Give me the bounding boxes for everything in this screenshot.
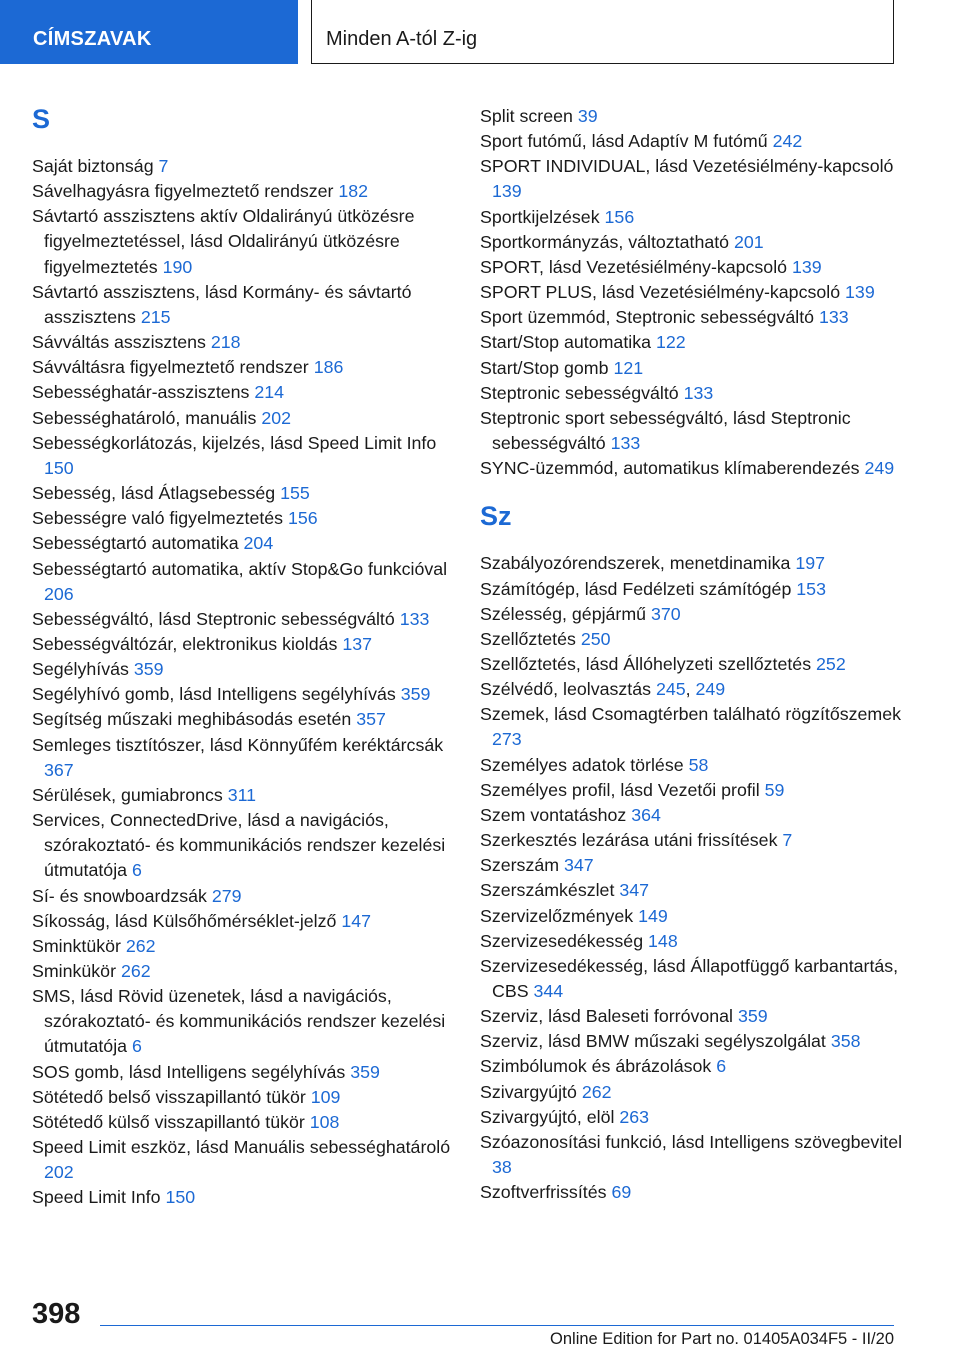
index-entry (32, 984, 462, 1059)
page-reference-link[interactable]: 109 (310, 1086, 341, 1107)
page-reference-link[interactable]: 202 (261, 407, 292, 428)
tab-minden-a-tol-z-ig[interactable]: Minden A-tól Z-ig (311, 0, 894, 64)
page-reference-link[interactable]: 150 (165, 1187, 196, 1208)
index-entry (32, 1060, 462, 1085)
index-entry-text: Sebesség, lásd Átlagsebesség (32, 483, 276, 504)
index-entry-text: Szellőztetés (480, 628, 576, 649)
index-entry-text: Szabályozórendszerek, menetdinamika (480, 553, 791, 574)
index-entry-text: Segélyhívás (32, 659, 129, 680)
index-entry-text: Sminktükör (32, 935, 121, 956)
index-entry (480, 853, 910, 878)
page-reference-link[interactable]: 122 (655, 332, 686, 353)
page-reference-link[interactable]: 156 (604, 206, 635, 227)
index-entry-text: Steptronic sebességváltó (480, 382, 679, 403)
index-entry (32, 657, 462, 682)
index-entry (32, 934, 462, 959)
page-reference-link[interactable]: 359 (350, 1061, 380, 1082)
index-entry (480, 1029, 910, 1054)
index-entry-text: Sávtartó asszisztens, lásd Kormány- és sávtartó asszisztens (32, 281, 412, 327)
page-reference-link[interactable]: 218 (210, 332, 241, 353)
index-entry (32, 380, 462, 405)
index-entry (32, 1085, 462, 1110)
index-entry-text: Services, ConnectedDrive, lásd a navigációs, szórakoztató- és kommunikációs rendszer kezelési útmutatója (32, 810, 446, 881)
index-entry-text: Szélvédő, leolvasztás (480, 679, 651, 700)
index-entry (480, 803, 910, 828)
index-entry-text: Szerviz, lásd BMW műszaki segélyszolgálat (480, 1031, 826, 1052)
page-reference-link[interactable]: 357 (356, 709, 386, 730)
index-entry-text: Személyes profil, lásd Vezetői profil (480, 779, 760, 800)
index-entry-text: SPORT INDIVIDUAL, lásd Vezetésiélmény-kapcsoló (480, 156, 894, 177)
index-entry-text: Sebességtartó automatika (32, 533, 239, 554)
page-reference-link[interactable]: 190 (162, 256, 193, 277)
index-entry-text: Segélyhívó gomb, lásd Intelligens segélyhívás (32, 684, 396, 705)
page-reference-link[interactable]: 364 (631, 804, 661, 825)
page-reference-link[interactable]: 7 (158, 156, 169, 176)
index-entry-text: Sminkükör (32, 961, 116, 981)
index-entry (32, 406, 462, 431)
index-entry-text: Start/Stop automatika (480, 332, 651, 353)
index-entry-text: Sport üzemmód, Steptronic sebességváltó (480, 307, 815, 328)
index-entry-text: Szervizesedékesség, lásd Állapotfüggő karbantartás, CBS (480, 955, 899, 1001)
index-entry (480, 305, 910, 330)
page-reference-link[interactable]: 273 (492, 729, 522, 750)
page-reference-link[interactable]: 197 (795, 553, 825, 574)
page-reference-link[interactable]: 262 (125, 935, 156, 956)
page-reference-link[interactable]: 347 (619, 880, 650, 901)
index-entry-text: Sí- és snowboardzsák (32, 885, 207, 906)
index-entry (32, 733, 462, 783)
page-reference-link[interactable]: 182 (338, 181, 369, 202)
index-entry (32, 330, 462, 355)
page-reference-link[interactable]: 263 (619, 1106, 650, 1127)
index-entry-text: SOS gomb, lásd Intelligens segélyhívás (32, 1061, 346, 1082)
index-list-right-s (480, 104, 910, 481)
page-reference-link[interactable]: 262 (581, 1081, 612, 1102)
index-entry-text: Szellőztetés, lásd Állóhelyzeti szellőztetés (480, 653, 812, 674)
page-reference-link[interactable]: 359 (133, 659, 164, 680)
page-reference-link[interactable]: 250 (580, 628, 611, 649)
index-entry-text: Személyes adatok törlése (480, 754, 684, 775)
index-entry-text: Sebességtartó automatika, aktív Stop&Go funkcióval (32, 558, 448, 579)
page-reference-link[interactable]: 59 (764, 779, 785, 800)
page-reference-link[interactable]: 121 (613, 357, 644, 378)
page-reference-link[interactable]: 156 (288, 508, 318, 529)
page-reference-link[interactable]: 202 (44, 1162, 74, 1183)
index-entry (480, 230, 910, 255)
index-entry (480, 627, 910, 652)
index-entry (480, 1080, 910, 1105)
index-entry (480, 828, 910, 853)
index-entry (480, 954, 910, 1004)
index-entry (480, 551, 910, 576)
index-entry (32, 355, 462, 380)
index-entry-text: Sávváltás asszisztens (32, 332, 206, 353)
page-reference-link[interactable]: 139 (492, 181, 522, 202)
page-reference-link[interactable]: 39 (577, 106, 598, 126)
index-entry-text: Szerszám (480, 855, 560, 876)
page-reference-link[interactable]: 69 (611, 1182, 632, 1203)
page-reference-link[interactable]: 262 (120, 961, 151, 981)
page-reference-link[interactable]: 6 (716, 1056, 727, 1077)
index-entry-text: Sebességre való figyelmeztetés (32, 508, 284, 529)
index-entry-text: Szervizelőzmények (480, 905, 634, 926)
index-entry (32, 179, 462, 204)
index-entry-text: Speed Limit Info (32, 1187, 161, 1208)
index-entry (480, 878, 910, 903)
index-entry (480, 1004, 910, 1029)
index-entry (32, 481, 462, 506)
section-letter-s: S (32, 104, 51, 134)
index-entry (32, 531, 462, 556)
index-entry-text: SYNC-üzemmód, automatikus klímaberendezés (480, 458, 860, 479)
index-entry-text: Síkosság, lásd Külsőhőmérséklet-jelző (32, 910, 337, 931)
index-entry (32, 959, 462, 984)
index-entry-text: Sötétedő külső visszapillantó tükör (32, 1111, 305, 1132)
index-entry-text: Sport futómű, lásd Adaptív M futómű (480, 131, 768, 152)
page-reference-link[interactable]: 359 (737, 1006, 768, 1027)
page-reference-link[interactable]: 370 (651, 603, 681, 624)
index-entry-text: Saját biztonság (32, 156, 154, 176)
page-reference-link[interactable]: 245 (655, 679, 686, 700)
index-entry-text: Sávelhagyásra figyelmeztető rendszer (32, 181, 334, 202)
footer-edition-text: Online Edition for Part no. 01405A034F5 - II/20 (550, 1330, 894, 1348)
index-entry-text: Szem vontatáshoz (480, 804, 627, 825)
index-entry-text: Szerviz, lásd Baleseti forróvonal (480, 1006, 734, 1027)
index-entry (32, 204, 462, 279)
index-entry (32, 557, 462, 607)
index-entry-text: Szivargyújtó (480, 1081, 577, 1102)
page-reference-link[interactable]: 252 (816, 653, 846, 674)
index-entry-text: Sebességváltó, lásd Steptronic sebességváltó (32, 608, 395, 629)
page-reference-link[interactable]: 249 (864, 458, 895, 479)
index-entry-text: Szimbólumok és ábrázolások (480, 1056, 712, 1077)
index-entry (480, 904, 910, 929)
index-entry-text: Start/Stop gomb (480, 357, 609, 378)
index-entry (32, 607, 462, 632)
index-entry-text: Sérülések, gumiabroncs (32, 784, 223, 805)
page-reference-link[interactable]: 347 (564, 855, 594, 876)
index-entry (32, 280, 462, 330)
index-entry (32, 154, 462, 179)
page-reference-link[interactable]: 38 (492, 1157, 512, 1178)
index-entry (480, 1054, 910, 1079)
index-entry (32, 1185, 462, 1210)
index-entry (480, 753, 910, 778)
index-entry-text: Szerkesztés lezárása utáni frissítések (480, 830, 778, 851)
page-reference-link[interactable]: 214 (254, 382, 285, 403)
page-reference-link[interactable]: 344 (533, 981, 564, 1001)
left-column (32, 104, 462, 1211)
index-entry (480, 205, 910, 230)
index-entry-text: Sötétedő belső visszapillantó tükör (32, 1086, 306, 1107)
section-letter-sz: Sz (480, 501, 512, 532)
page-reference-link[interactable]: 137 (342, 633, 373, 654)
page-reference-link[interactable]: 133 (610, 433, 641, 454)
page-reference-link[interactable]: 133 (819, 307, 849, 328)
index-list-right-sz (480, 551, 910, 1205)
page-reference-link[interactable]: 139 (792, 256, 822, 277)
page-reference-link[interactable]: 58 (688, 754, 709, 775)
page-reference-link[interactable]: 242 (772, 131, 803, 152)
index-entry (480, 1130, 910, 1180)
tab-cimszavak[interactable]: CÍMSZAVAK (0, 0, 298, 64)
index-entry-text: Sebességváltózár, elektronikus kioldás (32, 633, 338, 654)
page-reference-link[interactable]: 7 (782, 830, 793, 851)
index-entry (480, 255, 910, 280)
index-entry (32, 431, 462, 481)
index-entry-text: Szóazonosítási funkció, lásd Intelligens szövegbevitel (480, 1131, 903, 1152)
index-entry (32, 783, 462, 808)
index-entry (32, 506, 462, 531)
index-entry (480, 154, 910, 204)
index-entry (32, 909, 462, 934)
page-reference-link[interactable]: 148 (648, 930, 678, 951)
index-entry-text: Speed Limit eszköz, lásd Manuális sebességhatároló (32, 1137, 451, 1158)
index-entry (480, 104, 910, 129)
index-entry (480, 356, 910, 381)
index-entry (480, 702, 910, 752)
index-entry-text: Segítség műszaki meghibásodás esetén (32, 709, 352, 730)
index-entry (32, 1110, 462, 1135)
index-entry-text: Szoftverfrissítés (480, 1182, 607, 1203)
page-reference-link[interactable]: 108 (309, 1111, 340, 1132)
page-reference-link[interactable]: 367 (44, 759, 74, 780)
page-reference-link[interactable]: 186 (313, 357, 344, 378)
index-entry-text: Sávváltásra figyelmeztető rendszer (32, 357, 309, 378)
index-entry (32, 682, 462, 707)
index-entry (32, 808, 462, 883)
index-entry-text: Sebességkorlátozás, kijelzés, lásd Speed Limit Info (32, 432, 437, 453)
index-entry-text: Szerszámkészlet (480, 880, 615, 901)
index-entry (32, 632, 462, 657)
index-entry (480, 929, 910, 954)
index-entry (32, 707, 462, 732)
index-entry-text: Sebességhatár-asszisztens (32, 382, 250, 403)
index-entry-text: Sebességhatároló, manuális (32, 407, 257, 428)
index-entry-text: Számítógép, lásd Fedélzeti számítógép (480, 578, 792, 599)
index-entry (480, 280, 910, 305)
page-reference-link[interactable]: 279 (211, 885, 242, 906)
index-entry (480, 406, 910, 456)
index-entry (480, 381, 910, 406)
index-list-left (32, 154, 462, 1211)
footer-divider (100, 1325, 894, 1326)
page-reference-link[interactable]: 147 (341, 910, 372, 931)
page-reference-link[interactable]: 133 (683, 382, 714, 403)
index-entry (480, 1105, 910, 1130)
right-column (480, 104, 910, 1205)
page-reference-link[interactable]: 6 (131, 1036, 142, 1057)
index-entry (480, 602, 910, 627)
index-entry-text: Szemek, lásd Csomagtérben található rögzítőszemek (480, 704, 902, 725)
index-entry-text: SPORT PLUS, lásd Vezetésiélmény-kapcsoló (480, 282, 841, 303)
page-reference-link[interactable]: 311 (227, 784, 257, 805)
index-entry-text: Steptronic sport sebességváltó, lásd Steptronic sebességváltó (480, 407, 851, 454)
page-reference-link[interactable]: 359 (400, 684, 431, 705)
page-reference-link[interactable]: 155 (280, 483, 310, 504)
index-entry (480, 456, 910, 481)
index-entry-text: SMS, lásd Rövid üzenetek, lásd a navigációs, szórakoztató- és kommunikációs rendszer kezelési útmutatója (32, 986, 446, 1057)
index-entry-text: Szivargyújtó, elöl (480, 1106, 615, 1127)
page-reference-link[interactable]: 358 (830, 1031, 861, 1052)
index-entry-text: Sportkormányzás, változtatható (480, 231, 730, 252)
page-reference-link[interactable]: 204 (243, 533, 274, 554)
page-reference-link[interactable]: 149 (638, 905, 668, 926)
index-entry (32, 884, 462, 909)
page-reference-link[interactable]: 133 (399, 608, 430, 629)
index-entry-text: Sávtartó asszisztens aktív Oldalirányú ütközésre figyelmeztetéssel, lásd Oldalirányú ütközésre figyelmeztetés (32, 206, 415, 277)
page-reference-link[interactable]: 249 (695, 679, 726, 700)
index-entry-text: Semleges tisztítószer, lásd Könnyűfém keréktárcsák (32, 734, 444, 755)
index-entry (480, 778, 910, 803)
page-reference-link[interactable]: 206 (44, 583, 74, 604)
page-reference-link[interactable]: 6 (131, 860, 142, 881)
page-reference-link[interactable]: 153 (796, 578, 826, 599)
index-entry-text: SPORT, lásd Vezetésiélmény-kapcsoló (480, 256, 788, 277)
index-entry (480, 577, 910, 602)
page-reference-link[interactable]: 139 (845, 282, 875, 303)
index-entry (480, 330, 910, 355)
index-entry-text: Szervizesedékesség (480, 930, 644, 951)
index-entry (32, 1135, 462, 1185)
page-reference-link[interactable]: 150 (44, 457, 74, 478)
page-reference-link[interactable]: 215 (140, 306, 171, 327)
index-entry (480, 129, 910, 154)
page-number: 398 (32, 1298, 81, 1330)
index-entry (480, 1180, 910, 1205)
index-entry-text: Sportkijelzések (480, 206, 600, 227)
index-entry: Szélvédő, leolvasztás 245, 249 (480, 679, 726, 700)
index-entry (480, 652, 910, 677)
index-entry-text: Split screen (480, 106, 573, 126)
page-reference-link[interactable]: 201 (734, 231, 764, 252)
index-entry-text: Szélesség, gépjármű (480, 603, 647, 624)
